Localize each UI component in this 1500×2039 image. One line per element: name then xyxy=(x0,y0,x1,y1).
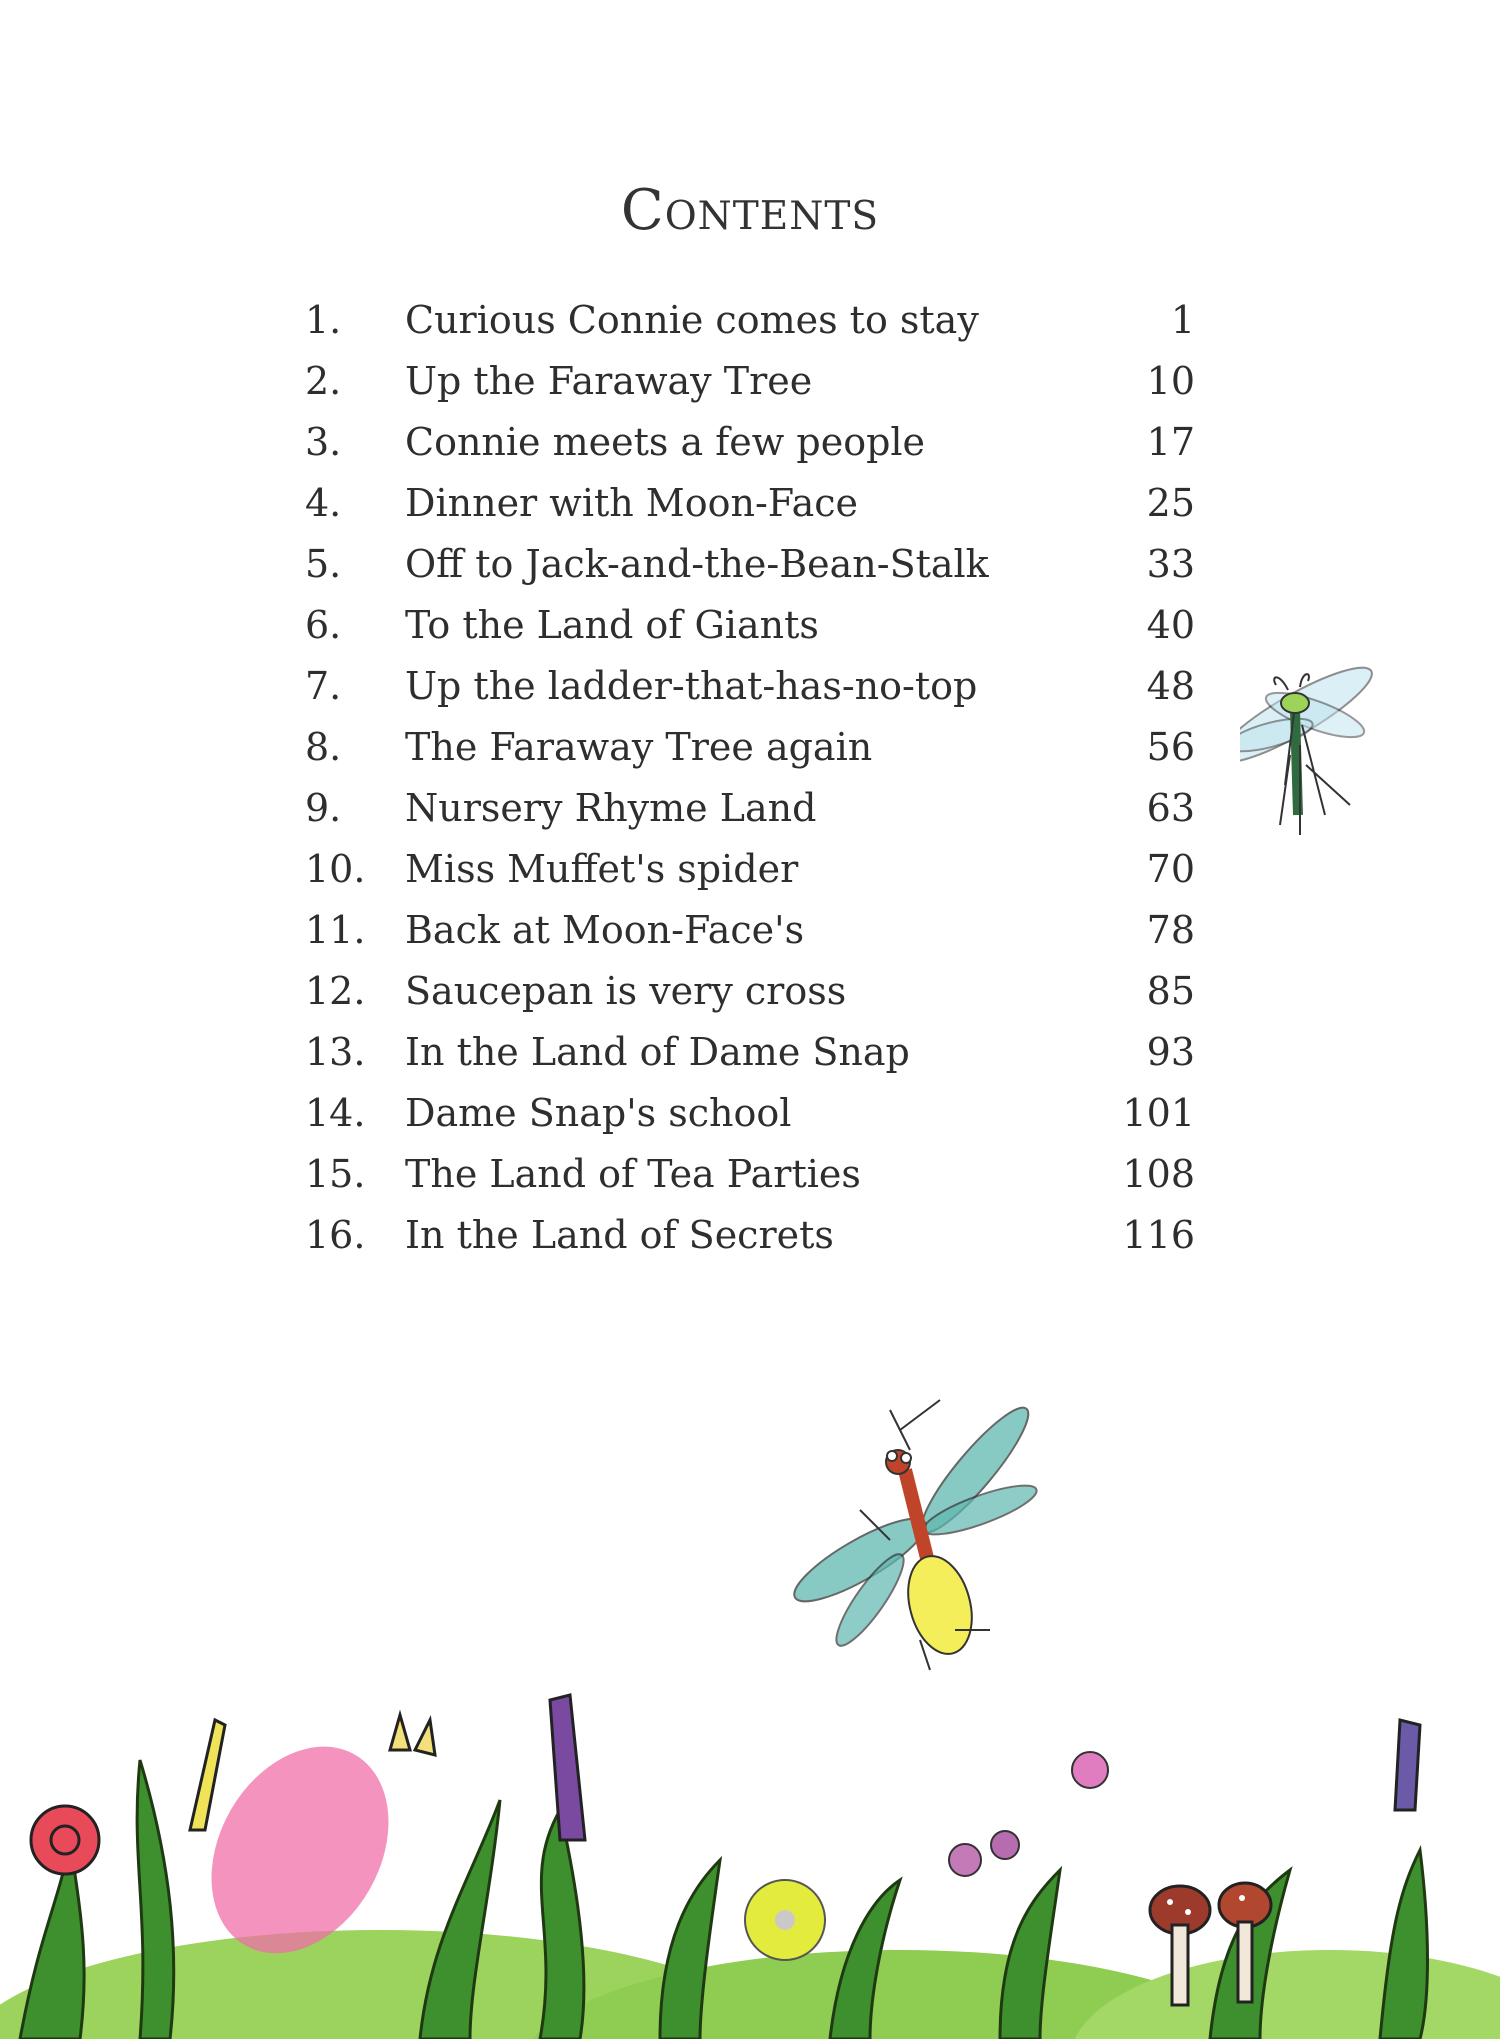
chapter-number: 1. xyxy=(305,298,342,342)
toc-row xyxy=(0,1022,1500,1083)
chapter-title: To the Land of Giants xyxy=(405,603,819,647)
chapter-number: 8. xyxy=(305,725,342,769)
chapter-page: 33 xyxy=(1146,542,1195,586)
chapter-number: 3. xyxy=(305,420,342,464)
chapter-title: Curious Connie comes to stay xyxy=(405,298,979,342)
meadow-flowers-illustration xyxy=(0,1680,1500,2039)
chapter-number: 4. xyxy=(305,481,342,525)
chapter-title: Dame Snap's school xyxy=(405,1091,792,1135)
chapter-page: 56 xyxy=(1146,725,1195,769)
chapter-page: 63 xyxy=(1146,786,1195,830)
chapter-number: 6. xyxy=(305,603,342,647)
toc-row xyxy=(0,900,1500,961)
chapter-title: Nursery Rhyme Land xyxy=(405,786,817,830)
chapter-title: The Faraway Tree again xyxy=(405,725,873,769)
chapter-page: 108 xyxy=(1122,1152,1195,1196)
chapter-page: 101 xyxy=(1122,1091,1195,1135)
toc-row xyxy=(0,412,1500,473)
toc-row xyxy=(0,1144,1500,1205)
chapter-number: 10. xyxy=(305,847,366,891)
chapter-number: 15. xyxy=(305,1152,366,1196)
toc-row xyxy=(0,1205,1500,1266)
chapter-title: Up the ladder-that-has-no-top xyxy=(405,664,978,708)
toc-row xyxy=(0,1083,1500,1144)
chapter-page: 78 xyxy=(1146,908,1195,952)
toc-row xyxy=(0,473,1500,534)
chapter-number: 2. xyxy=(305,359,342,403)
chapter-number: 9. xyxy=(305,786,342,830)
chapter-title: Connie meets a few people xyxy=(405,420,926,464)
chapter-page: 1 xyxy=(1170,298,1195,342)
toc-row xyxy=(0,290,1500,351)
chapter-number: 11. xyxy=(305,908,366,952)
toc-row xyxy=(0,351,1500,412)
chapter-number: 5. xyxy=(305,542,342,586)
chapter-title: Dinner with Moon-Face xyxy=(405,481,858,525)
chapter-number: 16. xyxy=(305,1213,366,1257)
toc-row xyxy=(0,595,1500,656)
dragonfly-icon xyxy=(1240,665,1420,865)
chapter-page: 40 xyxy=(1146,603,1195,647)
chapter-title: In the Land of Secrets xyxy=(405,1213,834,1257)
chapter-page: 25 xyxy=(1146,481,1195,525)
chapter-title: Off to Jack-and-the-Bean-Stalk xyxy=(405,542,989,586)
chapter-title: In the Land of Dame Snap xyxy=(405,1030,910,1074)
chapter-page: 17 xyxy=(1146,420,1195,464)
chapter-title: Miss Muffet's spider xyxy=(405,847,799,891)
chapter-page: 85 xyxy=(1146,969,1195,1013)
firefly-icon xyxy=(790,1390,1050,1680)
chapter-page: 48 xyxy=(1146,664,1195,708)
toc-row xyxy=(0,534,1500,595)
chapter-number: 12. xyxy=(305,969,366,1013)
chapter-page: 116 xyxy=(1122,1213,1195,1257)
chapter-page: 70 xyxy=(1146,847,1195,891)
chapter-page: 10 xyxy=(1146,359,1195,403)
chapter-number: 7. xyxy=(305,664,342,708)
toc-row xyxy=(0,961,1500,1022)
chapter-number: 13. xyxy=(305,1030,366,1074)
page-title: Contents xyxy=(620,178,880,243)
chapter-title: Back at Moon-Face's xyxy=(405,908,805,952)
chapter-title: Up the Faraway Tree xyxy=(405,359,813,403)
chapter-number: 14. xyxy=(305,1091,366,1135)
chapter-title: Saucepan is very cross xyxy=(405,969,847,1013)
chapter-title: The Land of Tea Parties xyxy=(405,1152,861,1196)
chapter-page: 93 xyxy=(1146,1030,1195,1074)
